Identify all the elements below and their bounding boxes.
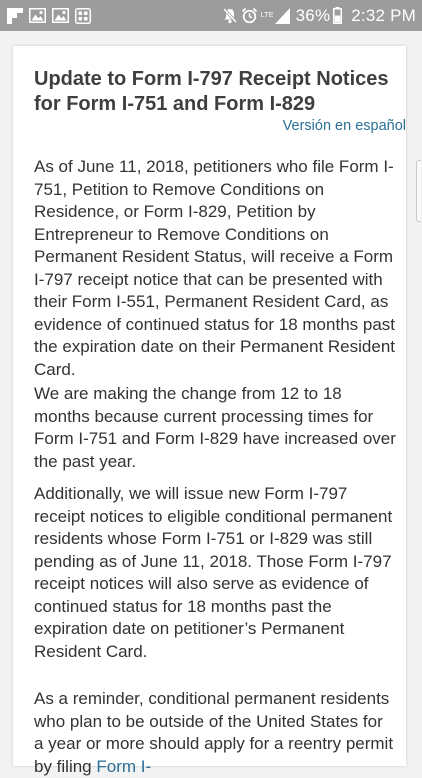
paragraph-3: Additionally, we will issue new Form I-797 receipt notices to eligible conditional permanent residents whose Form I-751 or I-829 was still pending as of June 11, 2018. Those Form I-797 receipt notices will also serve as evidence of continued status for 18 months past the expiration date on petitioner’s Permanent Resident Card. — [34, 484, 393, 661]
scroll-indicator[interactable] — [416, 160, 421, 222]
alarm-icon — [241, 7, 258, 24]
network-type-label: LTE — [260, 11, 274, 19]
article-card — [13, 46, 406, 776]
spanish-version-link[interactable]: Versión en español — [282, 118, 406, 134]
article-title: Update to Form I-797 Receipt Notices for Form I-751 and Form I-829 — [34, 68, 389, 115]
signal-icon — [275, 8, 290, 24]
mute-icon — [222, 7, 238, 24]
flipboard-icon — [7, 8, 23, 24]
battery-icon — [333, 7, 342, 24]
paragraph-4 — [34, 688, 396, 778]
app-grid-icon — [75, 8, 91, 24]
status-bar-notifications — [7, 8, 91, 24]
paragraph-2: We are making the change from 12 to 18 months because current processing times for Form I-751 and Form I-829 have increased over the past year. — [34, 384, 396, 471]
gallery-icon — [52, 8, 69, 23]
status-bar-system — [222, 6, 416, 26]
clock: 2:32 PM — [351, 5, 416, 25]
status-bar — [0, 0, 422, 31]
paragraph-1: As of June 11, 2018, petitioners who file Form I-751, Petition to Remove Conditions on Residence, or Form I-829, Petition by Entrepreneur to Remove Conditions on Permanent Resident Status, will receive a Form I-797 receipt notice that can be presented with their Form I-551, Permanent Resident Card, as evidence of continued status for 18 months past the expiration date on their Permanent Resident Card. — [34, 157, 396, 379]
battery-percent: 36% — [295, 5, 331, 25]
paragraph-4-text: As a reminder, conditional permanent residents who plan to be outside of the United States for a year or more should apply for a reentry permit by filing — [34, 689, 394, 776]
form-i-131-link[interactable]: Form I- — [96, 756, 152, 776]
gallery-icon — [29, 8, 46, 23]
